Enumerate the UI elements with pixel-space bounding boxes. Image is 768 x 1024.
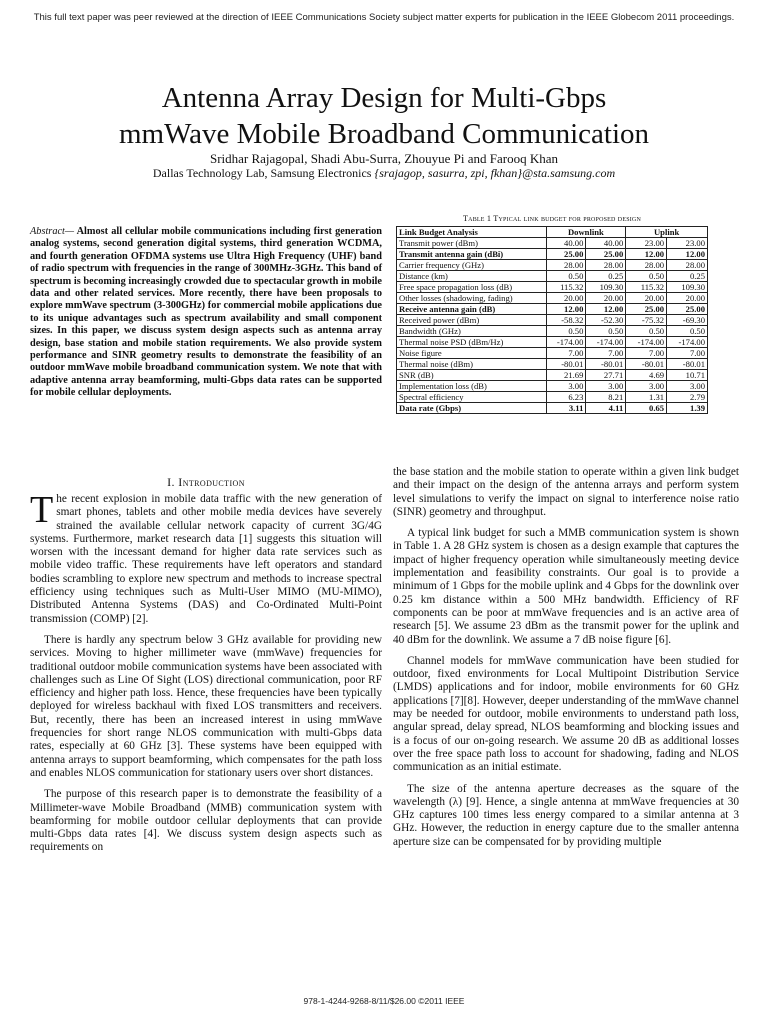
table-cell: 3.00 (626, 381, 667, 392)
table-cell: 20.00 (667, 293, 708, 304)
table-row-label: Received power (dBm) (397, 315, 547, 326)
table-cell: 20.00 (626, 293, 667, 304)
table-row-label: Implementation loss (dB) (397, 381, 547, 392)
table-cell: 23.00 (667, 238, 708, 249)
table-cell: 0.65 (626, 403, 667, 414)
table-row-label: Free space propagation loss (dB) (397, 282, 547, 293)
table-cell: 0.50 (586, 326, 626, 337)
table-row (397, 381, 708, 392)
table-row (397, 392, 708, 403)
paragraph: A typical link budget for such a MMB communication system is shown in Table 1. A 28 GHz system is chosen as a design example that captures the impact of higher frequency operation while simultaneously meeting device implementation and feasibility constraints. Our goal is to provide a minimum of 1 Gbps for the mobile uplink and 4 Gbps for the downlink over 0.25 km distance within a 500 MHz bandwidth. Efficiency of RF components can be poor at mmWave frequencies and is an active area of research [5]. We assume 23 dBm as the transmit power for the uplink and 40 dBm for the downlink. We assume a 7 dB noise figure [6]. (393, 527, 739, 646)
title-line-1: Antenna Array Design for Multi-Gbps (161, 82, 607, 114)
copyright-footer: 978-1-4244-9268-8/11/$26.00 ©2011 IEEE (303, 996, 465, 1006)
table-cell: 115.32 (626, 282, 667, 293)
table-cell: -174.00 (546, 337, 586, 348)
table-row (397, 359, 708, 370)
table-row-label: Spectral efficiency (397, 392, 547, 403)
table-row-label: Data rate (Gbps) (397, 403, 547, 414)
table-cell: 20.00 (546, 293, 586, 304)
table-cell: -80.01 (667, 359, 708, 370)
table-row (397, 326, 708, 337)
table-cell: 4.69 (626, 370, 667, 381)
table-cell: 2.79 (667, 392, 708, 403)
table-cell: 40.00 (586, 238, 626, 249)
table-cell: 27.71 (586, 370, 626, 381)
affiliation-name: Dallas Technology Lab, Samsung Electronics (152, 166, 372, 180)
paragraph: There is hardly any spectrum below 3 GHz available for providing new services. Moving to higher millimeter wave (mmWave) frequencies for traditional outdoor mobile communication systems have been associated with challenges such as Line Of Sight (LOS) directional communication, poor RF efficiency and higher path loss. Hence, these frequencies have been typically deployed for wireless backhaul with fixed LOS transmitters and receivers. But, recently, there has been an increased interest in using mmWave frequencies for short range NLOS communication with multi-Gbps data rates, especially at 60 GHz [3]. These systems have been equipped with antenna arrays to support beamforming, which compensates for the path loss and enables NLOS communication for stationary users over short distances. (30, 633, 382, 779)
table-cell: 25.00 (667, 304, 708, 315)
table-cell: 28.00 (586, 260, 626, 271)
table-caption: Table 1 Typical link budget for proposed design (462, 214, 642, 223)
table-cell: 0.50 (626, 271, 667, 282)
table-cell: 3.11 (546, 403, 586, 414)
table-cell: -80.01 (586, 359, 626, 370)
table-cell: 8.21 (586, 392, 626, 403)
table-row-label: Thermal noise (dBm) (397, 359, 547, 370)
table-cell: 0.50 (667, 326, 708, 337)
title-line-2: mmWave Mobile Broadband Communication (118, 118, 650, 150)
table-row-label: Bandwidth (GHz) (397, 326, 547, 337)
table-cell: -75.32 (626, 315, 667, 326)
table-cell: 6.23 (546, 392, 586, 403)
table-cell: 0.25 (586, 271, 626, 282)
table-cell: -80.01 (546, 359, 586, 370)
paragraph: The size of the antenna aperture decreases as the square of the wavelength (λ) [9]. Hence, a single antenna at mmWave frequencies at 30 GHz captures 100 times less energy compared to a similar antenna at 3 GHz. However, the reduction in energy capture due to the smaller antenna aperture size can be compensated for by providing multiple (393, 782, 739, 848)
table-cell: 0.50 (546, 326, 586, 337)
table-header-cell: Uplink (626, 227, 708, 238)
link-budget-table (396, 226, 708, 414)
table-cell: -58.32 (546, 315, 586, 326)
peer-review-notice: This full text paper was peer reviewed at the direction of IEEE Communications Society subject matter experts for publication in the IEEE Globecom 2011 proceedings. (33, 12, 735, 23)
table-row (397, 238, 708, 249)
table-cell: 21.69 (546, 370, 586, 381)
table-row (397, 337, 708, 348)
table-row (397, 271, 708, 282)
table-cell: 3.00 (667, 381, 708, 392)
table-cell: 25.00 (626, 304, 667, 315)
table-cell: 12.00 (626, 249, 667, 260)
table-cell: 1.39 (667, 403, 708, 414)
table-row (397, 293, 708, 304)
table-cell: 0.25 (667, 271, 708, 282)
table-row (397, 370, 708, 381)
table-row (397, 315, 708, 326)
table-cell: 23.00 (626, 238, 667, 249)
table-row-label: Carrier frequency (GHz) (397, 260, 547, 271)
table-header-row (397, 227, 708, 238)
table-header-cell: Link Budget Analysis (397, 227, 547, 238)
table-cell: 40.00 (546, 238, 586, 249)
table-row-label: SNR (dB) (397, 370, 547, 381)
drop-cap: T (30, 489, 54, 531)
table-cell: 7.00 (586, 348, 626, 359)
table-cell: 25.00 (586, 249, 626, 260)
table-row (397, 249, 708, 260)
table-cell: 12.00 (586, 304, 626, 315)
table-cell: 28.00 (667, 260, 708, 271)
table-cell: 4.11 (586, 403, 626, 414)
table-cell: -80.01 (626, 359, 667, 370)
abstract (30, 226, 382, 400)
table-row-label: Distance (km) (397, 271, 547, 282)
table-cell: 7.00 (546, 348, 586, 359)
paragraph-text: he recent explosion in mobile data traffic with the new generation of smart phones, tablets and other mobile media devices have severely strained the available cellular network capacity of current 3G/4G systems. Furthermore, market research data [1] suggests this situation will worsen with the incessant demand for higher data rate services such as mobile video traffic. These requirements have left operators and standard bodies scrambling to explore new spectrum and methods to increase spectral efficiency using techniques such as Multi-User MIMO (MU-MIMO), Distributed Antenna Systems (DAS) and Co-Ordinated Multi-Point transmission (COMP) [2]. (30, 493, 382, 625)
abstract-text: Almost all cellular mobile communications including first generation analog systems, second generation digital systems, third generation WCDMA, and fourth generation OFDMA systems use Ultra High Frequency (UHF) band of radio spectrum with frequencies in the range of 300MHz-3GHz. This band of spectrum is becoming increasingly crowded due to spectacular growth in mobile data and other related services. More recently, there have been proposals to explore mmWave spectrum (3-300GHz) for commercial mobile applications due to its unique advantages such as spectrum availability and small component sizes. In this paper, we discuss system design aspects such as antenna array design, base station and mobile station requirements. We also provide system performance and SINR geometry results to demonstrate the feasibility of an outdoor mmWave mobile broadband communication system. We note that with adaptive antenna array beamforming, multi-Gbps data rates can be supported for mobile cellular deployments. (30, 226, 382, 399)
table-row (397, 260, 708, 271)
section-heading: I. Introduction (167, 475, 245, 489)
table-cell: 3.00 (546, 381, 586, 392)
table-cell: -174.00 (586, 337, 626, 348)
table-cell: 109.30 (667, 282, 708, 293)
table-cell: -52.30 (586, 315, 626, 326)
table-cell: 7.00 (626, 348, 667, 359)
table-cell: 1.31 (626, 392, 667, 403)
author-emails: {srajagop, sasurra, zpi, fkhan}@sta.samsung.com (374, 166, 616, 180)
table-cell: 0.50 (546, 271, 586, 282)
table-cell: 109.30 (586, 282, 626, 293)
table-row (397, 403, 708, 414)
table-row (397, 282, 708, 293)
left-column (30, 489, 382, 863)
paragraph: the base station and the mobile station to operate within a given link budget and their impact on the design of the antenna arrays and perform system level simulations to verify the impact on signal to interference noise ratio (SINR) geometry and throughput. (393, 466, 739, 518)
table-cell: 0.50 (626, 326, 667, 337)
table-row-label: Transmit power (dBm) (397, 238, 547, 249)
table-cell: -69.30 (667, 315, 708, 326)
table-cell: 25.00 (546, 249, 586, 260)
table-cell: 115.32 (546, 282, 586, 293)
table-cell: -174.00 (626, 337, 667, 348)
table-row (397, 348, 708, 359)
table-cell: 3.00 (586, 381, 626, 392)
right-column (393, 466, 739, 857)
paper-title (0, 80, 768, 152)
abstract-lead: Abstract— (30, 226, 75, 237)
table-row (397, 304, 708, 315)
table-cell: 28.00 (546, 260, 586, 271)
table-cell: 28.00 (626, 260, 667, 271)
table-row-label: Noise figure (397, 348, 547, 359)
affiliation (0, 166, 768, 181)
table-row-label: Transmit antenna gain (dBi) (397, 249, 547, 260)
table-row-label: Receive antenna gain (dB) (397, 304, 547, 315)
table-row-label: Thermal noise PSD (dBm/Hz) (397, 337, 547, 348)
table-cell: -174.00 (667, 337, 708, 348)
author-list: Sridhar Rajagopal, Shadi Abu-Surra, Zhouyue Pi and Farooq Khan (209, 151, 559, 166)
table-cell: 12.00 (667, 249, 708, 260)
table-row-label: Other losses (shadowing, fading) (397, 293, 547, 304)
table-cell: 10.71 (667, 370, 708, 381)
paragraph: Channel models for mmWave communication have been studied for outdoor, fixed environments for Local Multipoint Distribution Service (LMDS) applications and for indoor, mobile environments for 60 GHz applications [7][8]. However, deeper understanding of the mmWave channel may be needed for outdoor, mobile environments to understand path loss, angular spread, delay spread, NLOS beamforming and blocking issues and is a focus of our on-going research. We assume 20 dB as additional losses over the free space path loss to account for shadowing, fading and NLOS communication as an initial estimate. (393, 654, 739, 774)
table-cell: 12.00 (546, 304, 586, 315)
paragraph (30, 489, 382, 626)
table-cell: 20.00 (586, 293, 626, 304)
paragraph: The purpose of this research paper is to demonstrate the feasibility of a Millimeter-wave Mobile Broadband (MMB) communication system with beamforming for mobile outdoor cellular deployments that can provide multi-Gbps data rates [4]. We discuss system design aspects such as requirements on (30, 788, 382, 854)
table-header-cell: Downlink (546, 227, 626, 238)
table-cell: 7.00 (667, 348, 708, 359)
